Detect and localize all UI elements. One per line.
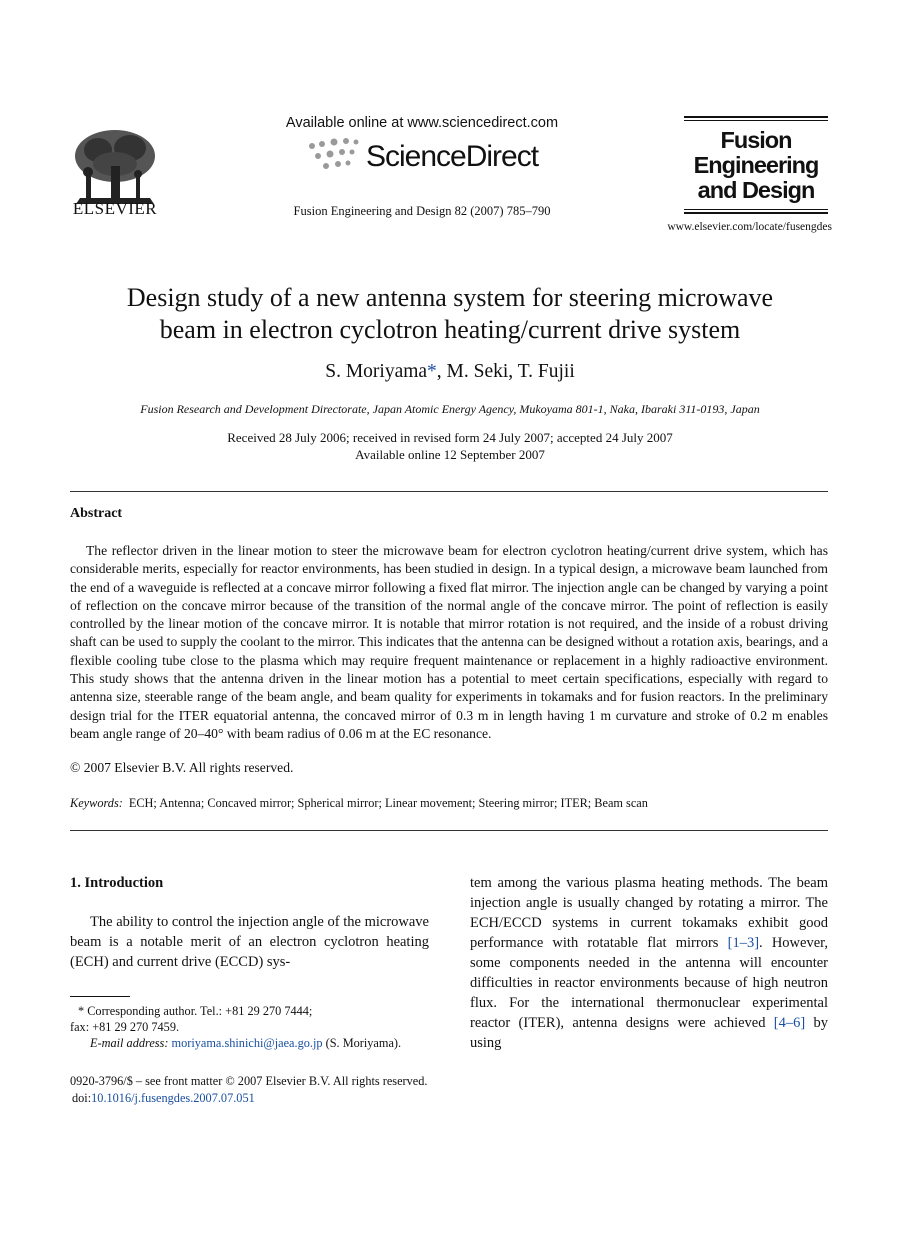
- divider: [70, 830, 828, 831]
- citation-link[interactable]: [1–3]: [727, 935, 760, 951]
- author-list: [70, 361, 830, 383]
- body-text: tem among the various plasma heating methods. The beam injection angle is usually changed by rotating a mirror. The ECH/ECCD systems in current tokamaks exhibit good performance with rotatable flat mirrors: [470, 875, 828, 951]
- article-dates: [70, 429, 830, 463]
- journal-name-line: Fusion: [720, 127, 792, 153]
- title-line: Design study of a new antenna system for steering microwave: [126, 283, 774, 312]
- abstract-heading: Abstract: [70, 506, 123, 521]
- footnote-divider: [70, 996, 130, 997]
- abstract-paragraph: The reflector driven in the linear motion to steer the microwave beam for electron cyclotron heating/current drive system, which has considerable merits, especially for reactor environments, has been studied in design. In a typical design, a microwave beam launched from the end of a waveguide is reflected at a concave mirror following a fixed flat mirror. The injection angle can be changed by varying a point of reflection on the concave mirror because of the transition of the normal angle of the concave mirror. The point of reflection is easily controlled by the linear motion of the concave mirror. It is notable that mirror rotation is not required, and the inside of a robust driving shaft can be used to supply the coolant to the mirror. This indicates that the antenna can be designed without a rotation axis, bearings, and a flexible cooling tube close to the plasma which may require frequent maintenance or replacement in a highly radioactive environment. This study shows that the antenna driven in the linear motion has a potential to meet certain specifications, especially with regard to antenna size, steerable range of the beam angle, and beam quality for experiments in tokamaks and for fusion reactors. In the preliminary design trial for the ITER equatorial antenna, the concaved mirror of 0.3 m in length having 1 m curvature and stroke of 0.2 m enables beam angle range of 20–40° with beam radius of 0.06 m at the EC resonance.: [70, 543, 828, 741]
- article-title: [70, 282, 830, 346]
- abstract-copyright: © 2007 Elsevier B.V. All rights reserved.: [70, 760, 294, 775]
- journal-logo: [684, 116, 828, 214]
- available-online-line: Available online at www.sciencedirect.com: [285, 115, 559, 131]
- abstract-text: [70, 542, 828, 743]
- sciencedirect-dots-icon: [306, 136, 366, 176]
- author-name: S. Moriyama: [325, 361, 428, 382]
- journal-citation: Fusion Engineering and Design 82 (2007) 785–790: [293, 204, 551, 218]
- corresponding-author-note: * Corresponding author. Tel.: +81 29 270 7444;: [78, 1004, 313, 1018]
- body-text: . However, some components needed in the antenna will encounter difficulties in reactor environments because of high neutron flux. For the international thermonuclear experimental reactor (ITER), antenna designs were achieved: [470, 935, 829, 1031]
- sciencedirect-wordmark: ScienceDirect: [366, 140, 539, 173]
- issn-line: 0920-3796/$ – see front matter © 2007 Elsevier B.V. All rights reserved.: [70, 1074, 428, 1088]
- intro-right-column: [470, 873, 828, 1053]
- doi-link[interactable]: 10.1016/j.fusengdes.2007.07.051: [91, 1091, 255, 1105]
- title-line: beam in electron cyclotron heating/current drive system: [159, 315, 741, 344]
- doi-line: [70, 1090, 490, 1107]
- affiliation: Fusion Research and Development Directorate, Japan Atomic Energy Agency, Mukoyama 801-1, Naka, Ibaraki 311-0193, Japan: [140, 402, 760, 416]
- publisher-name: ELSEVIER: [72, 199, 158, 218]
- author-names: , M. Seki, T. Fujii: [436, 361, 575, 382]
- keywords-label: Keywords:: [70, 796, 123, 810]
- journal-name-line: and Design: [697, 177, 815, 203]
- fax-line: fax: +81 29 270 7459.: [70, 1020, 180, 1034]
- divider: [70, 491, 828, 492]
- email-label: E-mail address:: [90, 1036, 169, 1050]
- body-text: by using: [470, 1015, 828, 1051]
- email-suffix: (S. Moriyama).: [322, 1036, 402, 1050]
- email-link[interactable]: moriyama.shinichi@jaea.go.jp: [171, 1036, 323, 1050]
- keywords-list: ECH; Antenna; Concaved mirror; Spherical mirror; Linear movement; Steering mirror; ITER; Beam scan: [128, 796, 648, 810]
- corresponding-author-marker[interactable]: *: [427, 361, 437, 382]
- footnote: [70, 1003, 450, 1051]
- journal-name-line: Engineering: [693, 152, 819, 178]
- citation-link[interactable]: [4–6]: [773, 1015, 806, 1031]
- email-line: [70, 1035, 450, 1051]
- journal-url[interactable]: www.elsevier.com/locate/fusengdes: [667, 221, 832, 233]
- intro-left-column: The ability to control the injection angle of the microwave beam is a notable merit of an electron cyclotron heating (ECH) and current drive (ECCD) sys-: [70, 914, 429, 970]
- received-dates: Received 28 July 2006; received in revised form 24 July 2007; accepted 24 July 2007: [227, 430, 673, 445]
- doi-prefix: doi:: [72, 1091, 92, 1105]
- keywords: [70, 796, 830, 811]
- section-heading: 1. Introduction: [70, 875, 164, 891]
- issn-block: [70, 1073, 490, 1107]
- available-online-date: Available online 12 September 2007: [355, 447, 545, 462]
- journal-name: [684, 128, 828, 203]
